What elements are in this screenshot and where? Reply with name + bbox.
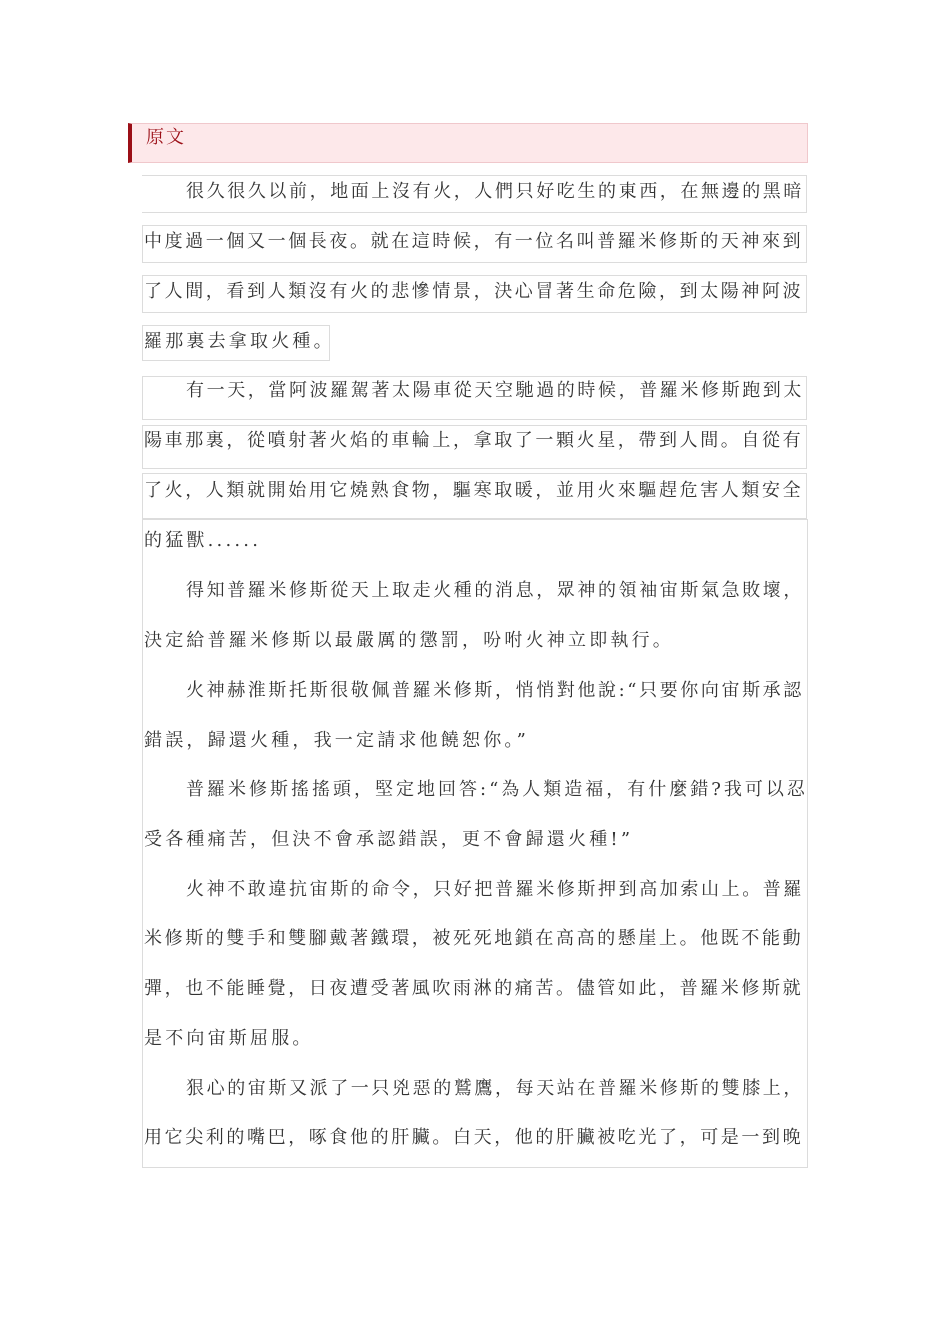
text-line: 狠心的宙斯又派了一只兇惡的鷲鷹，每天站在普羅米修斯的雙膝上， — [186, 1078, 804, 1099]
text-line: 中度過一個又一個長夜。就在這時候，有一位名叫普羅米修斯的天神來到 — [144, 231, 804, 252]
text-line: 受各種痛苦，但決不會承認錯誤，更不會歸還火種!” — [144, 829, 634, 850]
text-line: 火神赫淮斯托斯很敬佩普羅米修斯，悄悄對他說:“只要你向宙斯承認 — [186, 680, 804, 701]
text-line: 得知普羅米修斯從天上取走火種的消息，眾神的領袖宙斯氣急敗壞， — [186, 580, 804, 601]
text-line: 用它尖利的嘴巴，啄食他的肝臟。白天，他的肝臟被吃光了，可是一到晚 — [144, 1127, 804, 1148]
text-line: 陽車那裏，從噴射著火焰的車輪上，拿取了一顆火星，帶到人間。自從有 — [144, 430, 804, 451]
section-heading-title: 原文 — [146, 127, 186, 148]
text-line: 決定給普羅米修斯以最嚴厲的懲罰，吩咐火神立即執行。 — [144, 630, 674, 651]
text-line: 錯誤，歸還火種，我一定請求他饒恕你。” — [144, 730, 530, 751]
text-line: 的猛獸...... — [144, 530, 262, 551]
text-line: 普羅米修斯搖搖頭，堅定地回答:“為人類造福，有什麼錯?我可以忍 — [186, 779, 808, 800]
section-heading — [128, 123, 808, 163]
text-line: 羅那裏去拿取火種。 — [144, 331, 335, 352]
text-line: 彈，也不能睡覺，日夜遭受著風吹雨淋的痛苦。儘管如此，普羅米修斯就 — [144, 978, 804, 999]
text-line: 米修斯的雙手和雙腳戴著鐵環，被死死地鎖在高高的懸崖上。他既不能動 — [144, 928, 804, 949]
text-line: 有一天，當阿波羅駕著太陽車從天空馳過的時候，普羅米修斯跑到太 — [186, 380, 804, 401]
text-line: 火神不敢違抗宙斯的命令，只好把普羅米修斯押到高加索山上。普羅 — [186, 879, 804, 900]
text-line: 很久很久以前，地面上沒有火，人們只好吃生的東西，在無邊的黑暗 — [186, 181, 804, 202]
text-line: 了人間，看到人類沒有火的悲慘情景，決心冒著生命危險，到太陽神阿波 — [144, 281, 804, 302]
text-line: 了火，人類就開始用它燒熟食物，驅寒取暖，並用火來驅趕危害人類安全 — [144, 480, 804, 501]
text-line: 是不向宙斯屈服。 — [144, 1028, 314, 1049]
